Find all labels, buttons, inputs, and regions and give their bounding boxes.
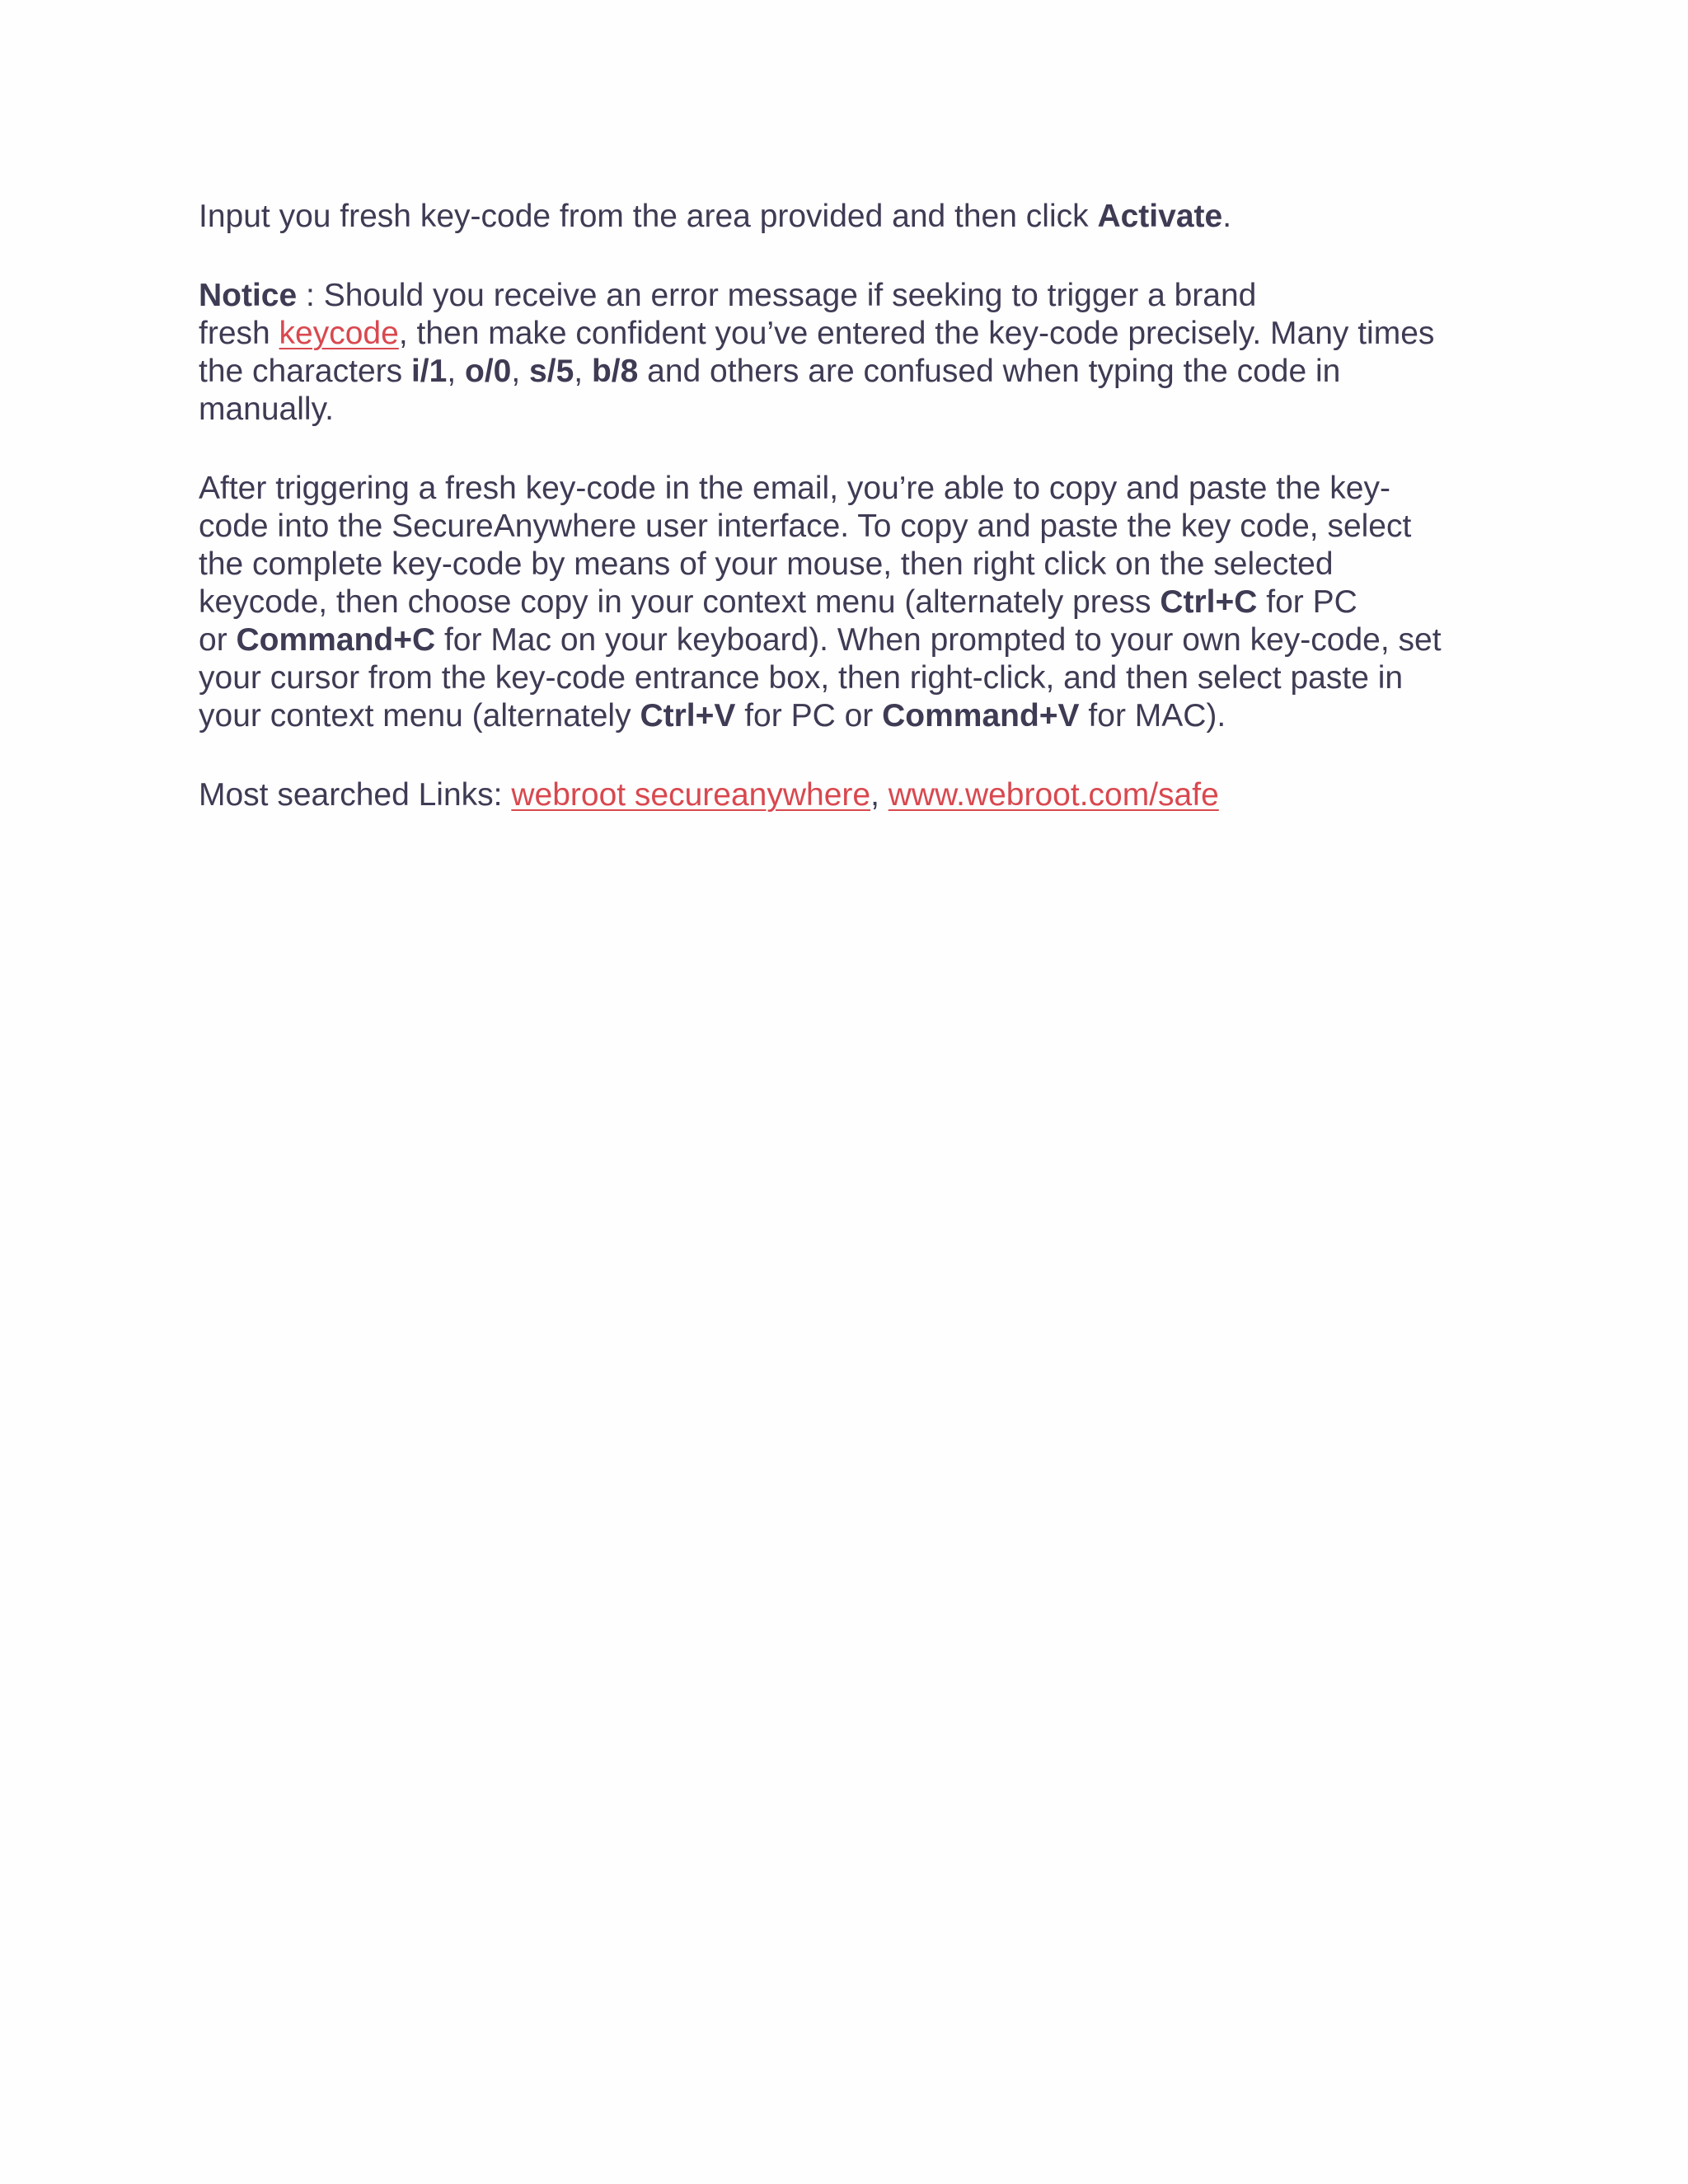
keycode-link[interactable]: keycode bbox=[279, 316, 399, 351]
command-v-shortcut: Command+V bbox=[882, 698, 1080, 733]
ctrl-v-shortcut: Ctrl+V bbox=[640, 698, 736, 733]
activation-instruction-paragraph bbox=[199, 198, 1501, 236]
text: for MAC). bbox=[1079, 698, 1226, 733]
webroot-secureanywhere-link[interactable]: webroot secureanywhere bbox=[511, 777, 871, 813]
text: the complete key-code by means of your mouse, then right click on the selected bbox=[199, 546, 1334, 582]
char-pair-o0: o/0 bbox=[465, 354, 512, 389]
links-label: Most searched Links: bbox=[199, 777, 512, 813]
webroot-safe-link[interactable]: www.webroot.com/safe bbox=[888, 777, 1219, 813]
text: manually. bbox=[199, 391, 335, 427]
text: Input you fresh key-code from the area provided and then click bbox=[199, 199, 1098, 234]
text: for PC bbox=[1257, 584, 1357, 620]
notice-paragraph bbox=[199, 277, 1501, 429]
text: : Should you receive an error message if seeking to trigger a brand bbox=[297, 278, 1257, 313]
copy-paste-paragraph bbox=[199, 470, 1501, 735]
text: , bbox=[870, 777, 889, 813]
searched-links-paragraph bbox=[199, 776, 1501, 814]
text: code into the SecureAnywhere user interface. To copy and paste the key code, select bbox=[199, 509, 1412, 544]
activate-keyword: Activate bbox=[1097, 199, 1223, 234]
text: . bbox=[1222, 199, 1232, 234]
text: After triggering a fresh key-code in the email, you’re able to copy and paste the key- bbox=[199, 471, 1390, 506]
text: your context menu (alternately bbox=[199, 698, 640, 733]
text: , bbox=[574, 354, 592, 389]
text: for Mac on your keyboard). When prompted to your own key-code, set bbox=[435, 622, 1442, 658]
ctrl-c-shortcut: Ctrl+C bbox=[1160, 584, 1258, 620]
text: fresh bbox=[199, 316, 279, 351]
text: for PC or bbox=[735, 698, 883, 733]
char-pair-b8: b/8 bbox=[591, 354, 639, 389]
text: , then make confident you’ve entered the key-code precisely. Many times bbox=[398, 316, 1435, 351]
text: and others are confused when typing the code in bbox=[638, 354, 1341, 389]
char-pair-i1: i/1 bbox=[410, 354, 448, 389]
text: or bbox=[199, 622, 237, 658]
notice-label: Notice bbox=[199, 278, 298, 313]
char-pair-s5: s/5 bbox=[529, 354, 574, 389]
text: the characters bbox=[199, 354, 411, 389]
command-c-shortcut: Command+C bbox=[236, 622, 436, 658]
text: , bbox=[447, 354, 466, 389]
text: , bbox=[511, 354, 530, 389]
document-body bbox=[199, 198, 1501, 855]
text: your cursor from the key-code entrance box, then right-click, and then select paste in bbox=[199, 660, 1404, 696]
text: keycode, then choose copy in your context menu (alternately press bbox=[199, 584, 1160, 620]
